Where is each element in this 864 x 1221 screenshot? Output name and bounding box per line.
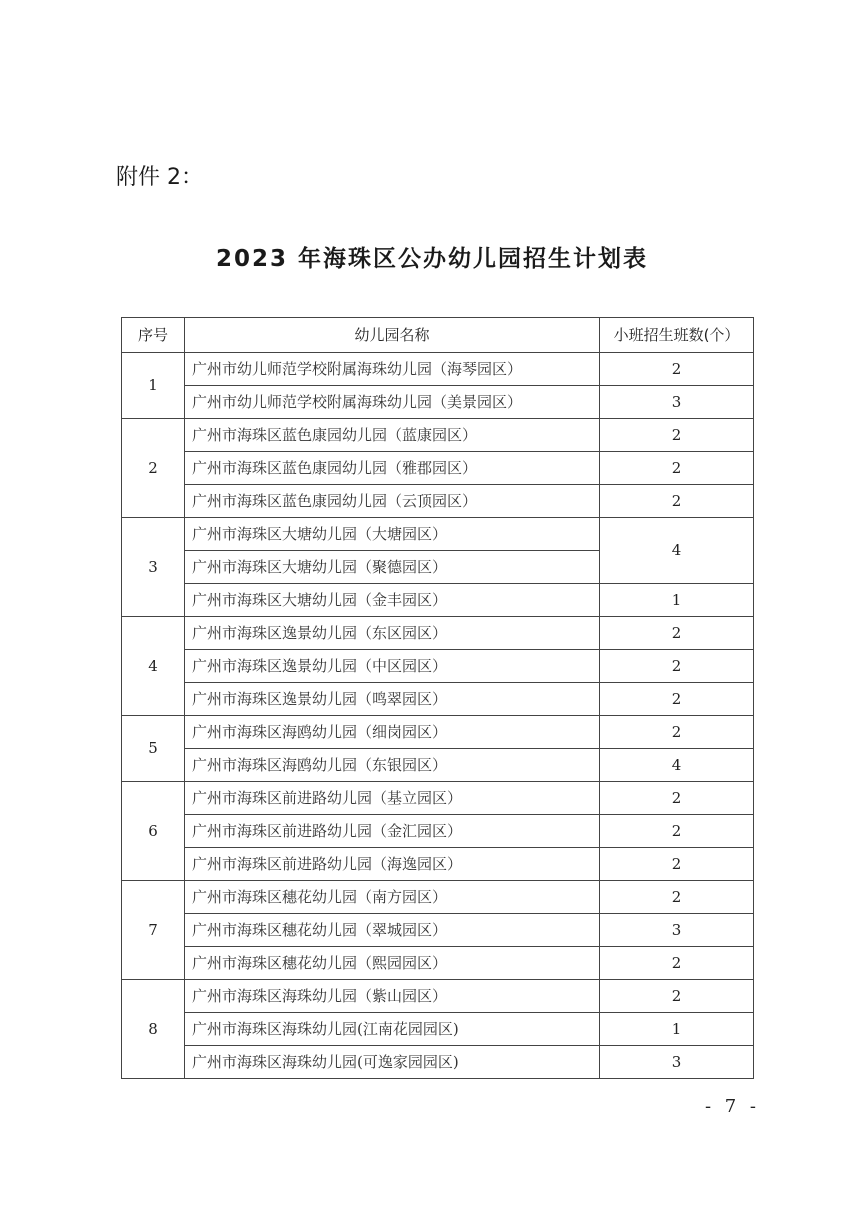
table-body	[122, 353, 754, 1079]
row-seq: 1	[122, 353, 185, 419]
row-class-count: 2	[600, 716, 754, 749]
row-seq: 6	[122, 782, 185, 881]
page-number: - 7 -	[704, 1096, 760, 1117]
row-kindergarten-name: 广州市海珠区前进路幼儿园（基立园区）	[185, 782, 600, 815]
row-kindergarten-name: 广州市海珠区穗花幼儿园（南方园区）	[185, 881, 600, 914]
table-row	[122, 452, 754, 485]
row-class-count: 3	[600, 914, 754, 947]
row-class-count: 2	[600, 353, 754, 386]
row-kindergarten-name: 广州市海珠区蓝色康园幼儿园（雅郡园区）	[185, 452, 600, 485]
table-row	[122, 485, 754, 518]
row-class-count: 2	[600, 881, 754, 914]
row-class-count: 4	[600, 518, 754, 584]
table-row	[122, 584, 754, 617]
row-kindergarten-name: 广州市海珠区穗花幼儿园（翠城园区）	[185, 914, 600, 947]
row-class-count: 3	[600, 1046, 754, 1079]
row-class-count: 2	[600, 947, 754, 980]
table-row	[122, 848, 754, 881]
row-class-count: 2	[600, 452, 754, 485]
row-seq: 4	[122, 617, 185, 716]
row-kindergarten-name: 广州市海珠区穗花幼儿园（熙园园区）	[185, 947, 600, 980]
header-class-count: 小班招生班数(个）	[600, 318, 754, 353]
table-header-row	[122, 318, 754, 353]
table-row	[122, 683, 754, 716]
row-kindergarten-name: 广州市幼儿师范学校附属海珠幼儿园（美景园区）	[185, 386, 600, 419]
row-class-count: 3	[600, 386, 754, 419]
table-row	[122, 881, 754, 914]
row-class-count: 4	[600, 749, 754, 782]
table-row	[122, 1013, 754, 1046]
row-kindergarten-name: 广州市海珠区海珠幼儿园（紫山园区）	[185, 980, 600, 1013]
row-class-count: 1	[600, 584, 754, 617]
row-class-count: 2	[600, 617, 754, 650]
table-row	[122, 782, 754, 815]
row-kindergarten-name: 广州市海珠区大塘幼儿园（金丰园区）	[185, 584, 600, 617]
table-row	[122, 650, 754, 683]
row-kindergarten-name: 广州市海珠区逸景幼儿园（中区园区）	[185, 650, 600, 683]
table-row	[122, 914, 754, 947]
row-kindergarten-name: 广州市海珠区逸景幼儿园（东区园区）	[185, 617, 600, 650]
header-kindergarten-name: 幼儿园名称	[185, 318, 600, 353]
row-seq: 3	[122, 518, 185, 617]
header-seq: 序号	[122, 318, 185, 353]
row-class-count: 2	[600, 980, 754, 1013]
row-class-count: 2	[600, 683, 754, 716]
row-seq: 2	[122, 419, 185, 518]
row-kindergarten-name: 广州市海珠区大塘幼儿园（大塘园区）	[185, 518, 600, 551]
row-kindergarten-name: 广州市海珠区海珠幼儿园(可逸家园园区)	[185, 1046, 600, 1079]
table-row	[122, 1046, 754, 1079]
row-kindergarten-name: 广州市幼儿师范学校附属海珠幼儿园（海琴园区）	[185, 353, 600, 386]
table-row	[122, 353, 754, 386]
row-kindergarten-name: 广州市海珠区海鸥幼儿园（细岗园区）	[185, 716, 600, 749]
row-kindergarten-name: 广州市海珠区前进路幼儿园（海逸园区）	[185, 848, 600, 881]
table-row	[122, 617, 754, 650]
row-class-count: 1	[600, 1013, 754, 1046]
table-row	[122, 386, 754, 419]
row-kindergarten-name: 广州市海珠区蓝色康园幼儿园（蓝康园区）	[185, 419, 600, 452]
row-seq: 8	[122, 980, 185, 1079]
table-row	[122, 815, 754, 848]
row-class-count: 2	[600, 419, 754, 452]
row-class-count: 2	[600, 848, 754, 881]
table-row	[122, 749, 754, 782]
attachment-label: 附件 2：	[116, 165, 203, 190]
table-row	[122, 518, 754, 551]
table-row	[122, 419, 754, 452]
row-class-count: 2	[600, 782, 754, 815]
document-title: 2023 年海珠区公办幼儿园招生计划表	[215, 246, 649, 272]
row-seq: 5	[122, 716, 185, 782]
row-class-count: 2	[600, 650, 754, 683]
row-seq: 7	[122, 881, 185, 980]
enrollment-plan-table	[121, 317, 754, 1079]
row-class-count: 2	[600, 485, 754, 518]
row-kindergarten-name: 广州市海珠区逸景幼儿园（鸣翠园区）	[185, 683, 600, 716]
table-row	[122, 980, 754, 1013]
row-class-count: 2	[600, 815, 754, 848]
table-row	[122, 716, 754, 749]
row-kindergarten-name: 广州市海珠区前进路幼儿园（金汇园区）	[185, 815, 600, 848]
row-kindergarten-name: 广州市海珠区蓝色康园幼儿园（云顶园区）	[185, 485, 600, 518]
table-row	[122, 947, 754, 980]
row-kindergarten-name: 广州市海珠区海珠幼儿园(江南花园园区)	[185, 1013, 600, 1046]
row-kindergarten-name: 广州市海珠区海鸥幼儿园（东银园区）	[185, 749, 600, 782]
row-kindergarten-name: 广州市海珠区大塘幼儿园（聚德园区）	[185, 551, 600, 584]
